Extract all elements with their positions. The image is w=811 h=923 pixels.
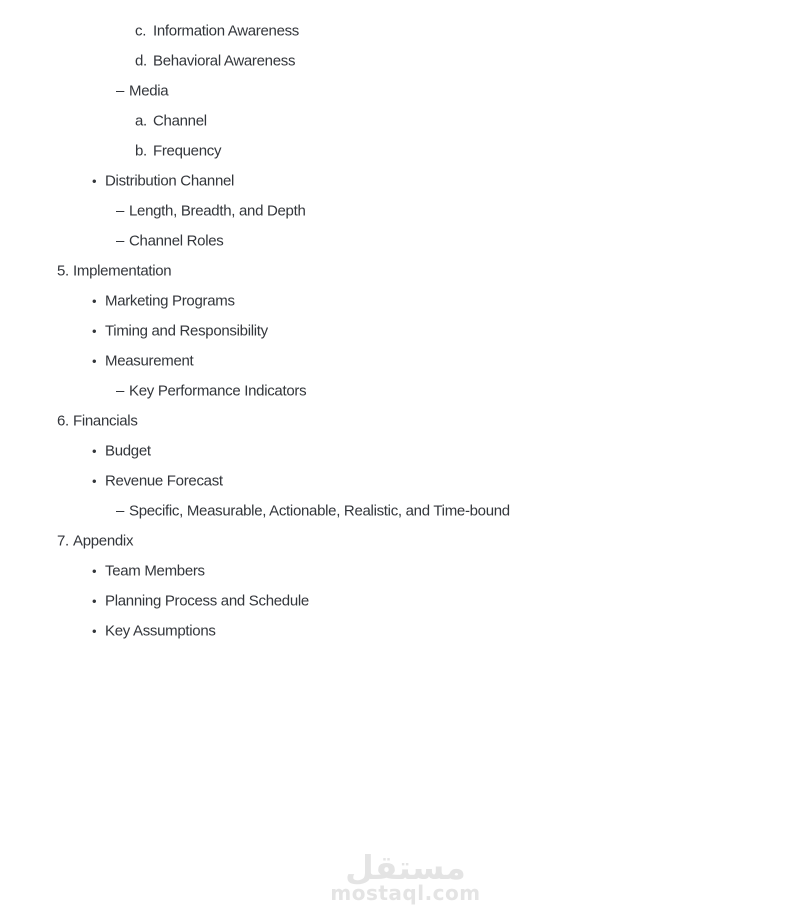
outline-item — [0, 16, 811, 46]
outline-item-label: Measurement — [105, 352, 194, 370]
bullet-marker: • — [92, 443, 97, 459]
outline-item-label: Financials — [73, 412, 138, 430]
mostaql-site-text: mostaql.com — [330, 881, 481, 905]
outline-item-label: Key Performance Indicators — [129, 382, 307, 400]
outline-item — [0, 616, 811, 646]
outline-item — [0, 286, 811, 316]
outline-item — [0, 256, 811, 286]
outline-item — [0, 526, 811, 556]
document-outline — [0, 16, 811, 646]
outline-item — [0, 136, 811, 166]
outline-item — [0, 406, 811, 436]
outline-item — [0, 46, 811, 76]
outline-item-label: Distribution Channel — [105, 172, 235, 190]
outline-item-label: Behavioral Awareness — [153, 52, 296, 70]
number-marker: 6. — [57, 412, 69, 430]
outline-item-label: Budget — [105, 442, 151, 460]
outline-item-label: Length, Breadth, and Depth — [129, 202, 306, 220]
outline-item — [0, 376, 811, 406]
outline-item-label: Team Members — [105, 562, 205, 580]
outline-item-label: Channel Roles — [129, 232, 224, 250]
outline-item-label: Planning Process and Schedule — [105, 592, 309, 610]
outline-item — [0, 436, 811, 466]
outline-item — [0, 316, 811, 346]
bullet-marker: • — [92, 593, 97, 609]
outline-item-label: Key Assumptions — [105, 622, 216, 640]
bullet-marker: • — [92, 323, 97, 339]
outline-item-label: Specific, Measurable, Actionable, Realistic, and Time-bound — [129, 502, 510, 520]
dash-marker: – — [116, 82, 125, 100]
outline-item — [0, 196, 811, 226]
number-marker: 7. — [57, 532, 69, 550]
bullet-marker: • — [92, 623, 97, 639]
bullet-marker: • — [92, 473, 97, 489]
dash-marker: – — [116, 382, 125, 400]
outline-item-label: Revenue Forecast — [105, 472, 223, 490]
outline-item — [0, 76, 811, 106]
alpha-marker: a. — [135, 112, 147, 130]
bullet-marker: • — [92, 293, 97, 309]
outline-item — [0, 106, 811, 136]
outline-item — [0, 556, 811, 586]
outline-item-label: Marketing Programs — [105, 292, 235, 310]
dash-marker: – — [116, 502, 125, 520]
mostaql-logo: مستقل — [345, 848, 466, 887]
outline-item-label: Information Awareness — [153, 22, 300, 40]
outline-item-label: Media — [129, 82, 169, 100]
dash-marker: – — [116, 202, 125, 220]
outline-item — [0, 466, 811, 496]
outline-item-label: Channel — [153, 112, 207, 130]
alpha-marker: c. — [135, 22, 147, 40]
outline-item — [0, 496, 811, 526]
outline-item — [0, 346, 811, 376]
bullet-marker: • — [92, 353, 97, 369]
bullet-marker: • — [92, 563, 97, 579]
dash-marker: – — [116, 232, 125, 250]
outline-item-label: Frequency — [153, 142, 222, 160]
alpha-marker: b. — [135, 142, 147, 160]
mostaql-watermark — [0, 848, 811, 905]
outline-item — [0, 226, 811, 256]
number-marker: 5. — [57, 262, 69, 280]
outline-item-label: Implementation — [73, 262, 172, 280]
outline-item — [0, 166, 811, 196]
alpha-marker: d. — [135, 52, 147, 70]
outline-item-label: Appendix — [73, 532, 134, 550]
outline-item — [0, 586, 811, 616]
outline-item-label: Timing and Responsibility — [105, 322, 268, 340]
bullet-marker: • — [92, 173, 97, 189]
